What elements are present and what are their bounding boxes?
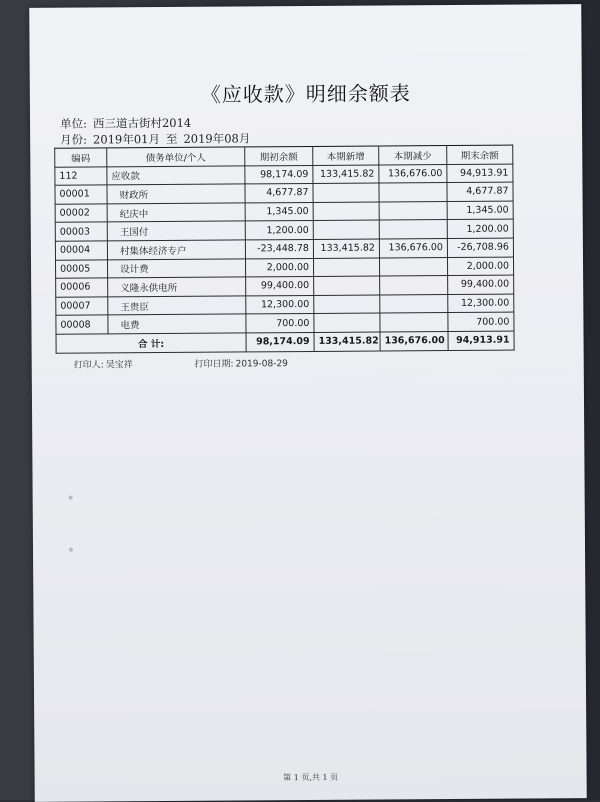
cell-reduced [379, 183, 447, 202]
unit-value: 西三道古街村2014 [92, 115, 192, 131]
total-opening: 98,174.09 [246, 332, 314, 351]
cell-opening: 1,345.00 [245, 202, 313, 221]
cell-opening: 700.00 [246, 314, 314, 333]
header-opening: 期初余额 [245, 146, 313, 165]
unit-line [60, 115, 191, 132]
cell-added [314, 313, 380, 332]
cell-reduced [380, 313, 448, 332]
cell-opening: 12,300.00 [246, 295, 314, 314]
cell-closing: 1,345.00 [447, 201, 513, 220]
cell-name: 财政所 [107, 184, 245, 204]
month-to: 2019年08月 [183, 131, 251, 146]
cell-opening: 2,000.00 [245, 258, 313, 277]
header-code: 编码 [55, 148, 107, 167]
header-added: 本期新增 [313, 146, 379, 165]
print-date-label: 打印日期: [194, 359, 234, 370]
cell-closing: 94,913.91 [447, 164, 513, 183]
printer-label: 打印人: [73, 360, 104, 371]
cell-added [313, 202, 379, 221]
document-title: 《应收款》明细余额表 [200, 81, 411, 107]
cell-name: 设计费 [107, 258, 245, 278]
header-reduced: 本期减少 [379, 146, 447, 165]
cell-added: 133,415.82 [313, 239, 379, 258]
cell-added [313, 258, 379, 277]
cell-reduced: 136,676.00 [379, 238, 447, 257]
total-label: 合 计: [56, 333, 246, 353]
total-row [56, 331, 514, 353]
document-sheet [29, 4, 587, 802]
cell-closing: -26,708.96 [447, 238, 513, 257]
cell-reduced [379, 257, 447, 276]
cell-name: 村集体经济专户 [107, 240, 245, 260]
cell-reduced [379, 201, 447, 220]
cell-name: 电费 [108, 314, 246, 334]
total-reduced: 136,676.00 [380, 331, 448, 350]
print-date: 2019-08-29 [235, 359, 288, 370]
cell-closing: 700.00 [448, 312, 514, 331]
cell-name: 纪庆中 [107, 203, 245, 223]
cell-added [314, 295, 380, 314]
cell-code: 00003 [55, 222, 107, 241]
cell-opening: 4,677.87 [245, 184, 313, 203]
print-info [74, 356, 288, 370]
cell-code: 00006 [56, 278, 108, 297]
cell-added [314, 276, 380, 295]
month-from: 2019年01月 [92, 132, 160, 147]
printer-name: 吴宝祥 [105, 360, 133, 371]
cell-opening: 99,400.00 [246, 277, 314, 296]
cell-reduced [379, 220, 447, 239]
cell-opening: 98,174.09 [245, 165, 313, 184]
cell-name: 应收款 [107, 166, 245, 186]
cell-closing: 2,000.00 [447, 257, 513, 276]
cell-closing: 4,677.87 [447, 182, 513, 201]
month-label: 月份: [60, 132, 88, 147]
cell-reduced [380, 276, 448, 295]
cell-code: 00005 [55, 259, 107, 278]
cell-name: 义隆永供电所 [108, 277, 246, 297]
cell-code: 00001 [55, 185, 107, 204]
cell-reduced: 136,676.00 [379, 164, 447, 183]
month-line [60, 130, 250, 147]
cell-code: 112 [55, 166, 107, 185]
cell-name: 王贵臣 [108, 296, 246, 316]
unit-label: 单位: [59, 116, 87, 131]
cell-code: 00004 [55, 241, 107, 260]
cell-closing: 1,200.00 [447, 219, 513, 238]
balance-table [54, 145, 514, 354]
cell-reduced [380, 294, 448, 313]
cell-code: 00007 [56, 297, 108, 316]
total-added: 133,415.82 [314, 332, 380, 351]
cell-opening: -23,448.78 [245, 239, 313, 258]
cell-added [313, 183, 379, 202]
month-to-word: 至 [165, 131, 178, 146]
page-number: 第 1 页,共 1 页 [283, 772, 339, 783]
header-closing: 期末余额 [447, 145, 513, 164]
total-closing: 94,913.91 [448, 331, 514, 350]
cell-added [313, 220, 379, 239]
binding-hole [69, 496, 73, 500]
cell-name: 王国付 [107, 221, 245, 241]
header-debtor: 债务单位/个人 [107, 147, 245, 167]
cell-closing: 12,300.00 [448, 294, 514, 313]
binding-hole [69, 548, 73, 552]
cell-added: 133,415.82 [313, 165, 379, 184]
cell-code: 00008 [56, 315, 108, 334]
cell-closing: 99,400.00 [448, 275, 514, 294]
cell-opening: 1,200.00 [245, 221, 313, 240]
cell-code: 00002 [55, 204, 107, 223]
